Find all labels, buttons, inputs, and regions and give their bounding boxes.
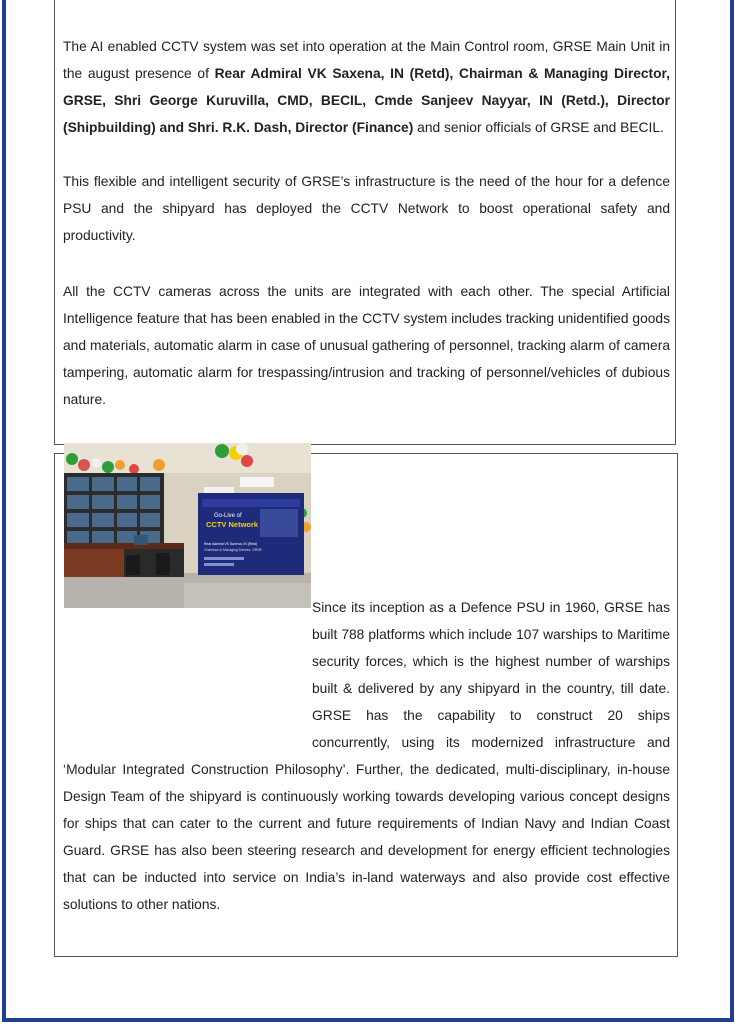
history-text: Since its inception as a Defence PSU in 1960, GRSE has built 788 platforms which include 107 warships to Maritime security forces, which is the highest number of warships built & delivered by any shipyard in the country, till date. GRSE has the capability to construct 20 ships concurrently, using its modernized infrastructure and ‘Modular Integrated Construction Philosophy’. Further, the dedicated, multi-disciplinary, in-house Design Team of the shipyard is continuously working towards developing various concept designs for ships that can cater to the current and future requirements of Indian Navy and Indian Coast Guard. GRSE has also been steering research and development for energy efficient technologies that can be inducted into service on India’s in-land waterways and also provide cost effective solutions to other nations.: [63, 600, 670, 912]
paragraph-inauguration: [63, 33, 670, 141]
paragraph-intro: The AI enabled CCTV system was set into operation at the Main Control room, GRSE Main Unit in the august presence of: [63, 39, 670, 81]
paragraph-ai-features: All the CCTV cameras across the units are integrated with each other. The special Artificial Intelligence feature that has been enabled in the CCTV system includes tracking unidentified goods and materials, automatic alarm in case of unusual gathering of personnel, tracking alarm of camera tampering, automatic alarm for trespassing/intrusion and tracking of personnel/vehicles of dubious nature.: [63, 284, 670, 407]
paragraph-security: This flexible and intelligent security of GRSE’s infrastructure is the need of the hour for a defence PSU and the shipyard has deployed the CCTV Network to boost operational safety and productivity.: [63, 174, 670, 243]
photo-placeholder: [63, 594, 312, 747]
paragraph-grse-history: [63, 594, 670, 918]
banner-title: Go-Live of: [214, 513, 242, 519]
control-room-photo: [64, 443, 311, 608]
dignitaries-names: Rear Admiral VK Saxena, IN (Retd), Chairman & Managing Director, GRSE, Shri George Kuruvilla, CMD, BECIL, Cmde Sanjeev Nayyar, IN (Retd.), Director (Shipbuilding) and Shri. R.K. Dash, Director (Finance): [63, 66, 671, 135]
paragraph-outro: and senior officials of GRSE and BECIL.: [413, 120, 664, 135]
banner-line-2: Chairman & Managing Director, GRSE: [204, 548, 262, 552]
banner-heading: CCTV Network: [206, 520, 259, 529]
banner-line-1: Rear Admiral VK Saxena, IN (Retd): [204, 542, 258, 546]
